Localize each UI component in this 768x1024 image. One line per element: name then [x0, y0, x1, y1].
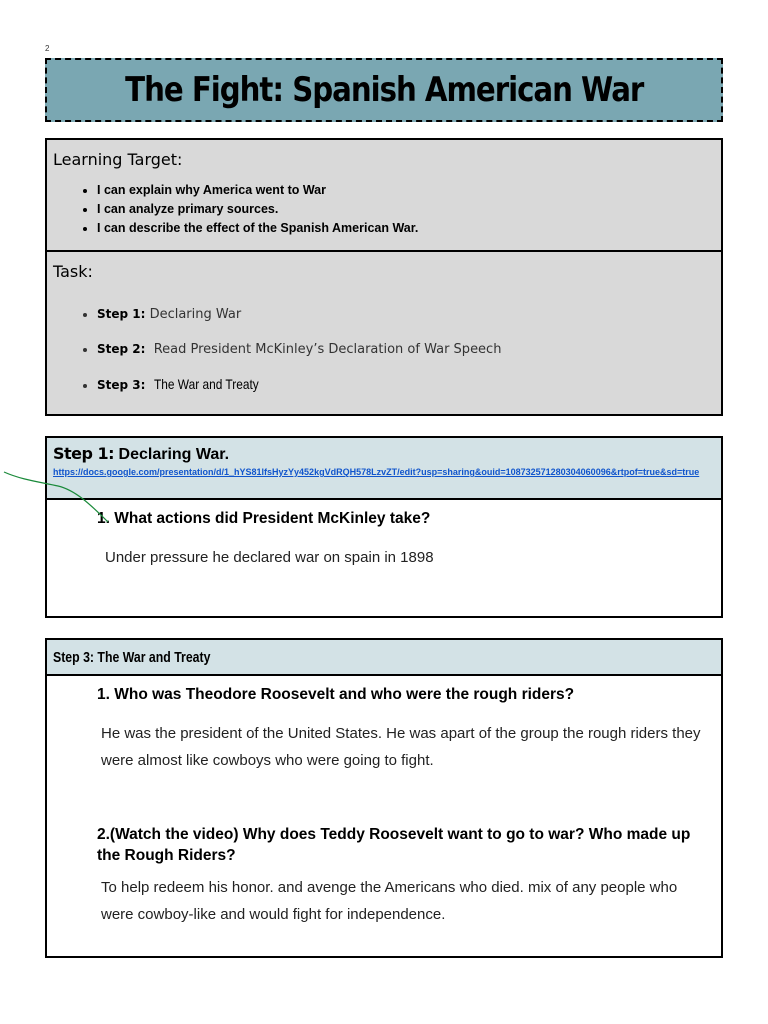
task-step-text: Read President McKinley’s Declaration of War Speech	[153, 342, 502, 357]
step1-question: 1. What actions did President McKinley take?	[97, 510, 431, 527]
step1-section	[45, 436, 723, 618]
learning-target-list	[47, 181, 721, 238]
task-step-text: The War and Treaty	[153, 376, 259, 392]
step3-answer-2[interactable]: To help redeem his honor. and avenge the Americans who died. mix of any people who were cowboy-like and would fight for independence.	[101, 879, 678, 923]
task-step-label: Step 1:	[97, 307, 146, 321]
task-step-3	[97, 367, 721, 403]
task-heading: Task:	[53, 262, 93, 281]
step1-header	[47, 438, 721, 500]
step3-question-1: 1. Who was Theodore Roosevelt and who were the rough riders?	[97, 686, 575, 703]
task-list	[47, 297, 721, 403]
title-banner	[45, 58, 723, 122]
step1-title: Declaring War.	[118, 446, 230, 463]
page-number: 2	[45, 44, 50, 53]
task-step-label: Step 2:	[97, 342, 146, 356]
step3-answer-1[interactable]: He was the president of the United States. He was apart of the group the rough riders they were almost like cowboys who were going to fight.	[101, 725, 701, 769]
step3-section	[45, 638, 723, 958]
learning-target-item: • I can explain why America went to War	[97, 181, 721, 200]
page-title: The Fight: Spanish American War	[124, 70, 644, 110]
task-step-label: Step 3:	[97, 378, 146, 392]
task-step-2	[97, 332, 721, 367]
task-step-text: Declaring War	[149, 307, 242, 322]
step1-title-line	[53, 444, 715, 464]
step3-title: Step 3: The War and Treaty	[53, 649, 211, 666]
learning-target-item: • I can describe the effect of the Spanish American War.	[97, 219, 721, 238]
learning-target-box	[45, 138, 723, 252]
learning-target-heading: Learning Target:	[53, 150, 183, 169]
step1-link[interactable]: https://docs.google.com/presentation/d/1_hYS81lfsHyzYy452kgVdRQH578LzvZT/edit?usp=sharing&ouid=108732571280304060096&rtpof=true&sd=true	[53, 467, 700, 477]
pen-annotation-icon	[0, 460, 120, 530]
task-step-1	[97, 297, 721, 332]
step1-label: Step 1:	[53, 444, 115, 463]
step1-answer[interactable]: Under pressure he declared war on spain in 1898	[105, 549, 434, 566]
task-box	[45, 250, 723, 416]
learning-target-item: • I can analyze primary sources.	[97, 200, 721, 219]
step3-header	[47, 640, 721, 676]
step3-question-2: 2.(Watch the video) Why does Teddy Roosevelt want to go to war? Who made up the Rough Riders?	[97, 826, 691, 864]
